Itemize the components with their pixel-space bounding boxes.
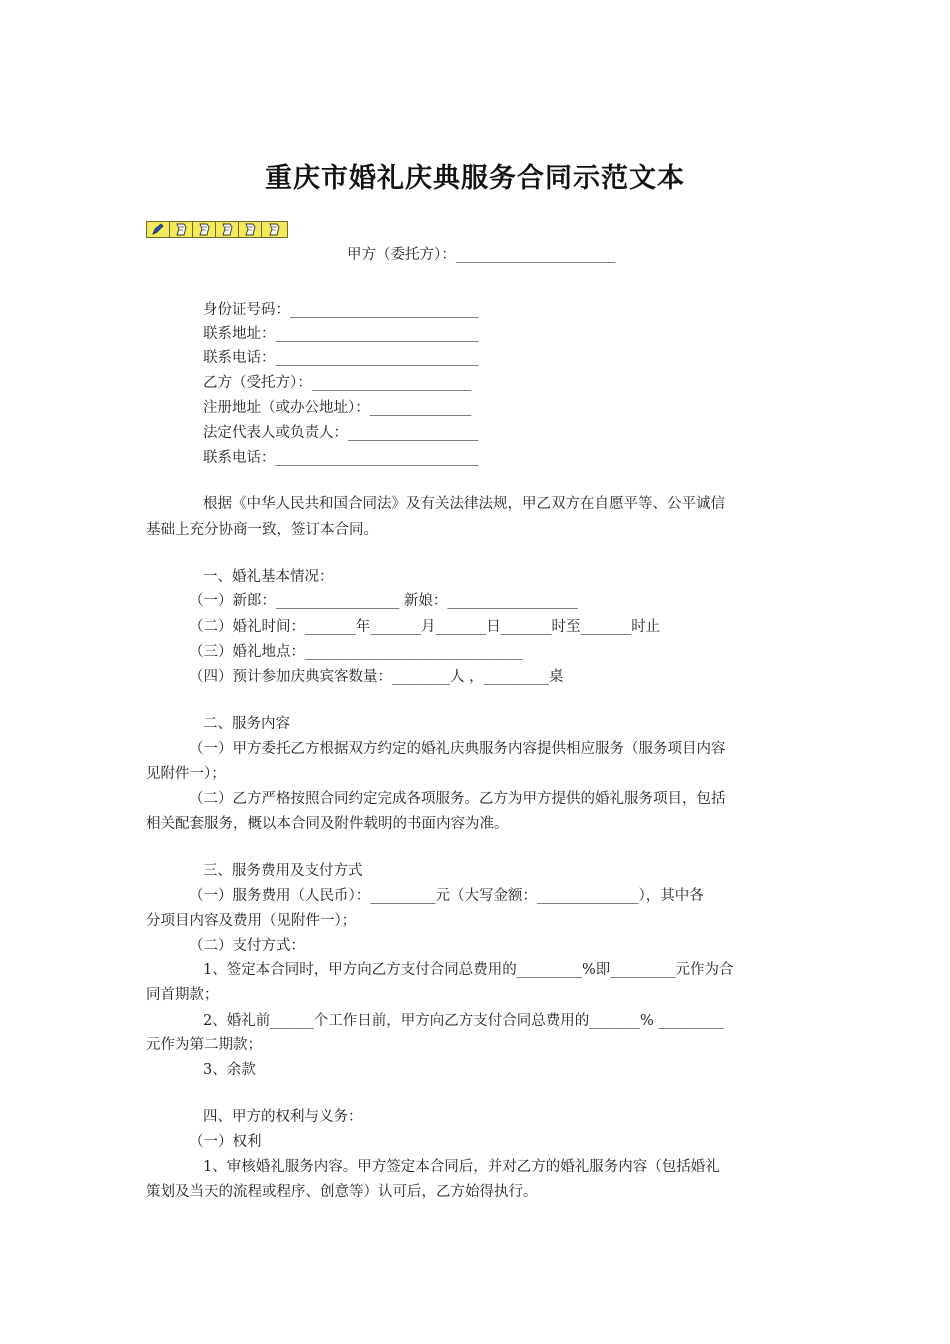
service-clause-1b: 见附件一）；	[146, 766, 226, 782]
service-clause-1a: （一）甲方委托乙方根据双方约定的婚礼庆典服务内容提供相应服务（服务项目内容	[189, 741, 726, 757]
page-icon[interactable]	[170, 222, 193, 237]
page-icon[interactable]	[262, 222, 285, 237]
service-clause-2b: 相关配套服务，概以本合同及附件载明的书面内容为准。	[146, 816, 509, 832]
document-title: 重庆市婚礼庆典服务合同示范文本	[265, 163, 685, 194]
payment-2a: 2、婚礼前______个工作日前，甲方向乙方支付合同总费用的_______% _________	[203, 1013, 724, 1029]
service-clause-2a: （二）乙方严格按照合同约定完成各项服务。乙方为甲方提供的婚礼服务项目，包括	[189, 791, 726, 807]
payment-3: 3、余款	[203, 1062, 256, 1078]
fee-clause-1a: （一）服务费用（人民币）：_________元（大写金额：______________），其中各	[189, 888, 704, 904]
page-icon[interactable]	[239, 222, 262, 237]
wedding-venue-line: （三）婚礼地点：______________________________	[189, 644, 523, 660]
icon-toolbar	[146, 221, 288, 238]
groom-bride-line: （一）新郎：_________________ 新娘：__________________	[189, 593, 578, 609]
pen-icon[interactable]	[147, 222, 170, 237]
payment-2b: 元作为第二期款；	[146, 1037, 262, 1053]
payment-1a: 1、签定本合同时，甲方向乙方支付合同总费用的_________%即_________元作为合	[203, 962, 734, 978]
phone-line: 联系电话：____________________________	[203, 350, 479, 366]
registered-address-line: 注册地址（或办公地址）：______________	[203, 400, 472, 416]
page-icon[interactable]	[216, 222, 239, 237]
party-a-line: 甲方（委托方）：______________________	[347, 247, 616, 263]
section-1-heading: 一、婚礼基本情况：	[203, 569, 334, 585]
guest-count-line: （四）预计参加庆典宾客数量：________人 ，_________桌	[189, 669, 564, 685]
section-4-heading: 四、甲方的权利与义务：	[203, 1109, 363, 1125]
party-b-line: 乙方（受托方）：______________________	[203, 375, 472, 391]
legal-rep-line: 法定代表人或负责人：__________________	[203, 425, 479, 441]
payment-1b: 同首期款；	[146, 987, 219, 1003]
phone-line-b: 联系电话：____________________________	[203, 450, 479, 466]
fee-clause-1b: 分项目内容及费用（见附件一）；	[146, 913, 357, 929]
preamble-line-2: 基础上充分协商一致，签订本合同。	[146, 522, 378, 538]
section-2-heading: 二、服务内容	[203, 716, 290, 732]
payment-method-line: （二）支付方式：	[189, 938, 305, 954]
rights-1a: 1、审核婚礼服务内容。甲方签定本合同后，并对乙方的婚礼服务内容（包括婚礼	[203, 1159, 720, 1175]
address-line: 联系地址：____________________________	[203, 326, 479, 342]
wedding-time-line: （二）婚礼时间：_______年_______月_______日_______时至_______时止	[189, 619, 661, 635]
rights-1b: 策划及当天的流程或程序、创意等）认可后，乙方始得执行。	[146, 1184, 538, 1200]
rights-heading: （一）权利	[189, 1134, 262, 1150]
section-3-heading: 三、服务费用及支付方式	[203, 863, 363, 879]
id-number-line: 身份证号码：__________________________	[203, 302, 479, 318]
preamble-line-1: 根据《中华人民共和国合同法》及有关法律法规，甲乙双方在自愿平等、公平诚信	[203, 496, 725, 512]
page-icon[interactable]	[193, 222, 216, 237]
